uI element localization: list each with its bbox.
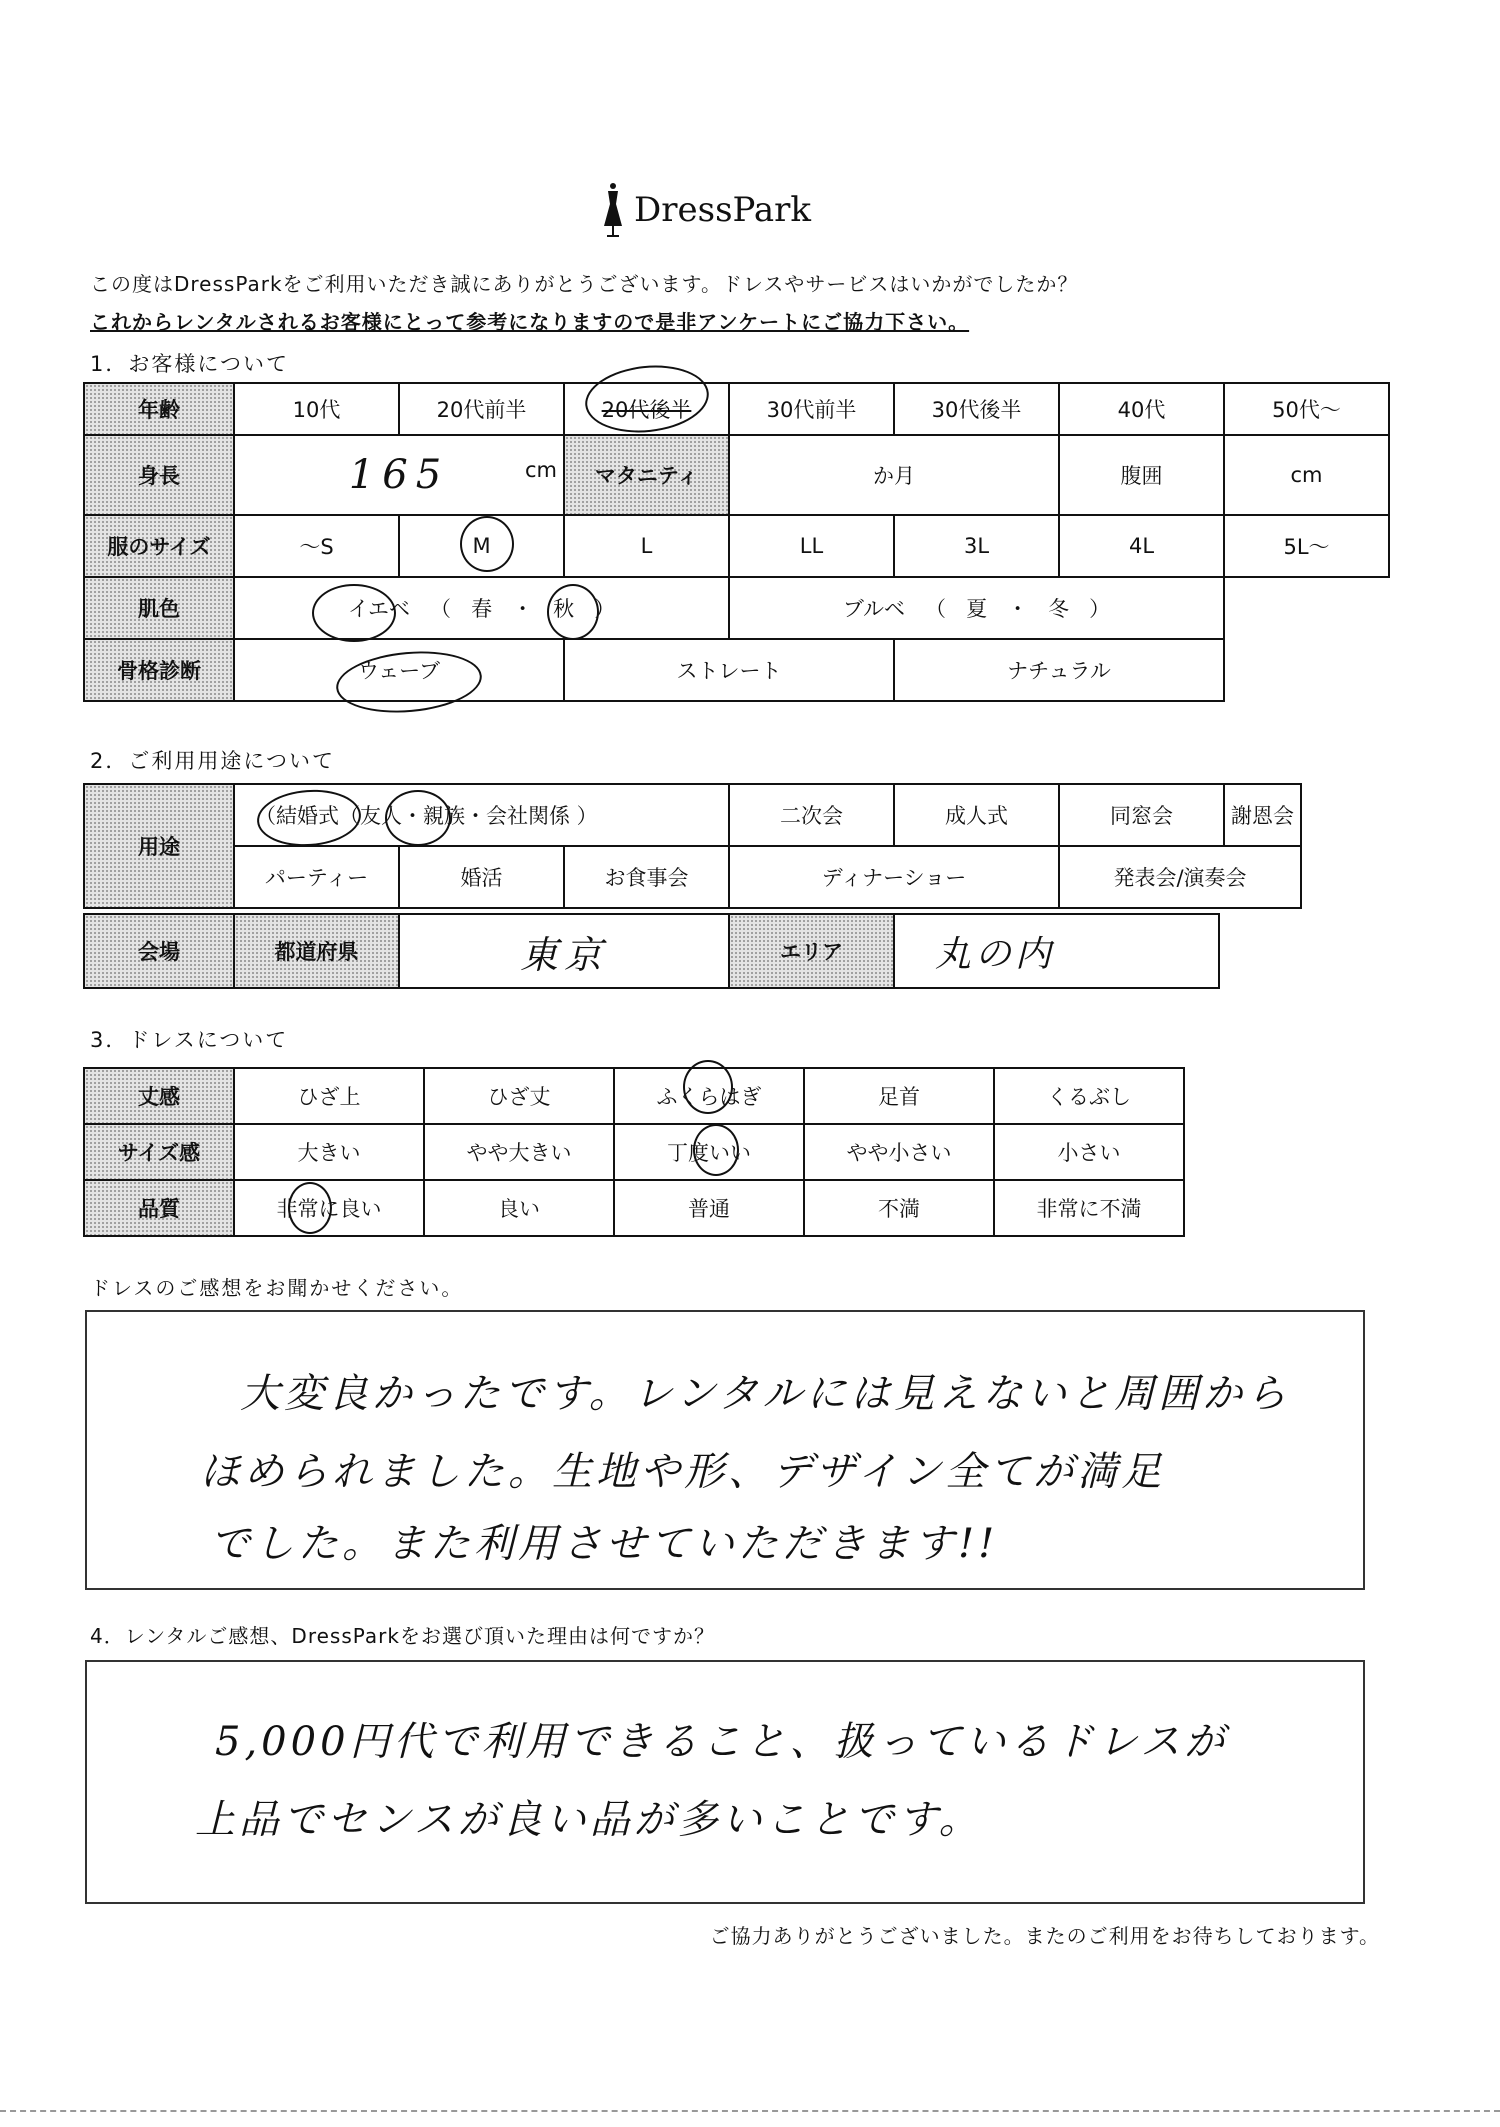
section1-title: 1．お客様について xyxy=(90,352,289,376)
reason-box[interactable] xyxy=(85,1660,1365,1904)
purpose-option[interactable]: 婚活 xyxy=(399,846,564,908)
skin-blue-cell[interactable] xyxy=(729,577,1224,639)
skin-summer: 夏 xyxy=(966,597,988,621)
skin-spring: 春 xyxy=(471,597,493,621)
fit-option[interactable]: 大きい xyxy=(234,1124,424,1180)
impressions-line: でした。また利用させていただきます!! xyxy=(210,1521,999,1567)
quality-label: 品質 xyxy=(84,1180,234,1236)
skin-blue: ブルベ xyxy=(842,597,905,621)
purpose-option[interactable]: 謝恩会 xyxy=(1224,784,1301,846)
purpose-option[interactable]: ディナーショー xyxy=(729,846,1059,908)
skin-autumn: 秋 xyxy=(553,597,575,621)
area-value[interactable]: 丸の内 xyxy=(894,914,1219,988)
brand-name: DressPark xyxy=(634,190,812,230)
skeleton-option-selected[interactable]: ウェーブ xyxy=(234,639,564,701)
maternity-label: マタニティ xyxy=(564,435,729,515)
section4-title: 4．レンタルご感想、DressParkをお選び頂いた理由は何ですか？ xyxy=(90,1624,715,1648)
purpose-friend: 友人 xyxy=(360,804,402,828)
skin-winter: 冬 xyxy=(1048,597,1070,621)
dress-form-icon xyxy=(600,182,626,238)
fit-label: サイズ感 xyxy=(84,1124,234,1180)
paren-open: （ xyxy=(416,597,465,621)
area-label: エリア xyxy=(729,914,894,988)
size-option[interactable]: ～S xyxy=(234,515,399,577)
prefecture-label: 都道府県 xyxy=(234,914,399,988)
purpose-wedding: 結婚式 xyxy=(276,804,339,828)
quality-option-selected[interactable]: 非常に良い xyxy=(234,1180,424,1236)
scan-edge-line xyxy=(0,2110,1500,2112)
skeleton-option[interactable]: ストレート xyxy=(564,639,894,701)
size-label: 服のサイズ xyxy=(84,515,234,577)
quality-option[interactable]: 非常に不満 xyxy=(994,1180,1184,1236)
fit-option[interactable]: 小さい xyxy=(994,1124,1184,1180)
impressions-line: ほめられました。生地や形、デザイン全てが満足 xyxy=(200,1449,1166,1495)
age-option-selected[interactable]: 20代後半 xyxy=(564,383,729,435)
age-option[interactable]: 50代～ xyxy=(1224,383,1389,435)
size-option-selected[interactable]: M xyxy=(399,515,564,577)
length-option[interactable]: ひざ上 xyxy=(234,1068,424,1124)
age-option[interactable]: 30代後半 xyxy=(894,383,1059,435)
impressions-line: 大変良かったです。レンタルには見えないと周囲から xyxy=(240,1371,1291,1417)
dress-table xyxy=(83,1067,1185,1237)
size-option[interactable]: 3L xyxy=(894,515,1059,577)
separator-dot: ・ xyxy=(498,597,547,621)
purpose-option[interactable]: 成人式 xyxy=(894,784,1059,846)
purpose-wedding-cell[interactable] xyxy=(234,784,729,846)
length-option[interactable]: くるぶし xyxy=(994,1068,1184,1124)
reason-line: 上品でセンスが良い品が多いことです。 xyxy=(195,1797,983,1843)
purpose-option[interactable]: パーティー xyxy=(234,846,399,908)
intro-request: これからレンタルされるお客様にとって参考になりますので是非アンケートにご協力下さい。 xyxy=(90,310,970,334)
age-option[interactable]: 40代 xyxy=(1059,383,1224,435)
paren-close: ） xyxy=(580,597,616,621)
intro-text: この度はDressParkをご利用いただき誠にありがとうございます。ドレスやサービスはいかがでしたか？ xyxy=(90,272,1079,296)
paren-open: （ xyxy=(339,804,360,828)
age-option[interactable]: 20代前半 xyxy=(399,383,564,435)
footer-thanks: ご協力ありがとうございました。またのご利用をお待ちしております。 xyxy=(709,1924,1380,1948)
impressions-title: ドレスのご感想をお聞かせください。 xyxy=(90,1276,464,1300)
size-option[interactable]: 5L～ xyxy=(1224,515,1389,577)
quality-option[interactable]: 不満 xyxy=(804,1180,994,1236)
age-label: 年齢 xyxy=(84,383,234,435)
purpose-option[interactable]: 発表会/演奏会 xyxy=(1059,846,1301,908)
height-label: 身長 xyxy=(84,435,234,515)
purpose-rest: ・親族・会社関係 ） xyxy=(402,804,598,828)
paren-open: （ xyxy=(911,597,960,621)
purpose-option[interactable]: お食事会 xyxy=(564,846,729,908)
length-option[interactable]: 足首 xyxy=(804,1068,994,1124)
empty-cell xyxy=(1224,639,1389,701)
reason-line: 5,000円代で利用できること、扱っているドレスが xyxy=(215,1719,1229,1765)
skin-yellow: イエベ xyxy=(347,597,410,621)
skeleton-label: 骨格診断 xyxy=(84,639,234,701)
logo xyxy=(600,180,860,240)
paren-close: ） xyxy=(1075,597,1111,621)
length-label: 丈感 xyxy=(84,1068,234,1124)
prefecture-value[interactable]: 東京 xyxy=(399,914,729,988)
quality-option[interactable]: 普通 xyxy=(614,1180,804,1236)
height-value: 165 xyxy=(348,452,450,498)
size-option[interactable]: LL xyxy=(729,515,894,577)
height-cell[interactable] xyxy=(234,435,564,515)
quality-option[interactable]: 良い xyxy=(424,1180,614,1236)
height-unit: cm xyxy=(524,458,557,482)
waist-label: 腹囲 xyxy=(1059,435,1224,515)
purpose-option[interactable]: 同窓会 xyxy=(1059,784,1224,846)
purpose-table xyxy=(83,783,1302,909)
section2-title: 2．ご利用用途について xyxy=(90,749,335,773)
age-option[interactable]: 10代 xyxy=(234,383,399,435)
skin-label: 肌色 xyxy=(84,577,234,639)
purpose-label: 用途 xyxy=(84,784,234,908)
customer-table xyxy=(83,382,1390,702)
maternity-month[interactable]: か月 xyxy=(729,435,1059,515)
waist-unit[interactable]: cm xyxy=(1224,435,1389,515)
length-option[interactable]: ひざ丈 xyxy=(424,1068,614,1124)
paren-open: （ xyxy=(255,804,276,828)
size-option[interactable]: L xyxy=(564,515,729,577)
purpose-option[interactable]: 二次会 xyxy=(729,784,894,846)
fit-option-selected[interactable]: 丁度いい xyxy=(614,1124,804,1180)
length-option-selected[interactable]: ふくらはぎ xyxy=(614,1068,804,1124)
empty-cell xyxy=(1224,577,1389,639)
section3-title: 3．ドレスについて xyxy=(90,1028,289,1052)
size-option[interactable]: 4L xyxy=(1059,515,1224,577)
fit-option[interactable]: やや小さい xyxy=(804,1124,994,1180)
age-option[interactable]: 30代前半 xyxy=(729,383,894,435)
fit-option[interactable]: やや大きい xyxy=(424,1124,614,1180)
skeleton-option[interactable]: ナチュラル xyxy=(894,639,1224,701)
skin-yellow-cell[interactable] xyxy=(234,577,729,639)
separator-dot: ・ xyxy=(993,597,1042,621)
venue-label: 会場 xyxy=(84,914,234,988)
venue-table xyxy=(83,913,1220,989)
